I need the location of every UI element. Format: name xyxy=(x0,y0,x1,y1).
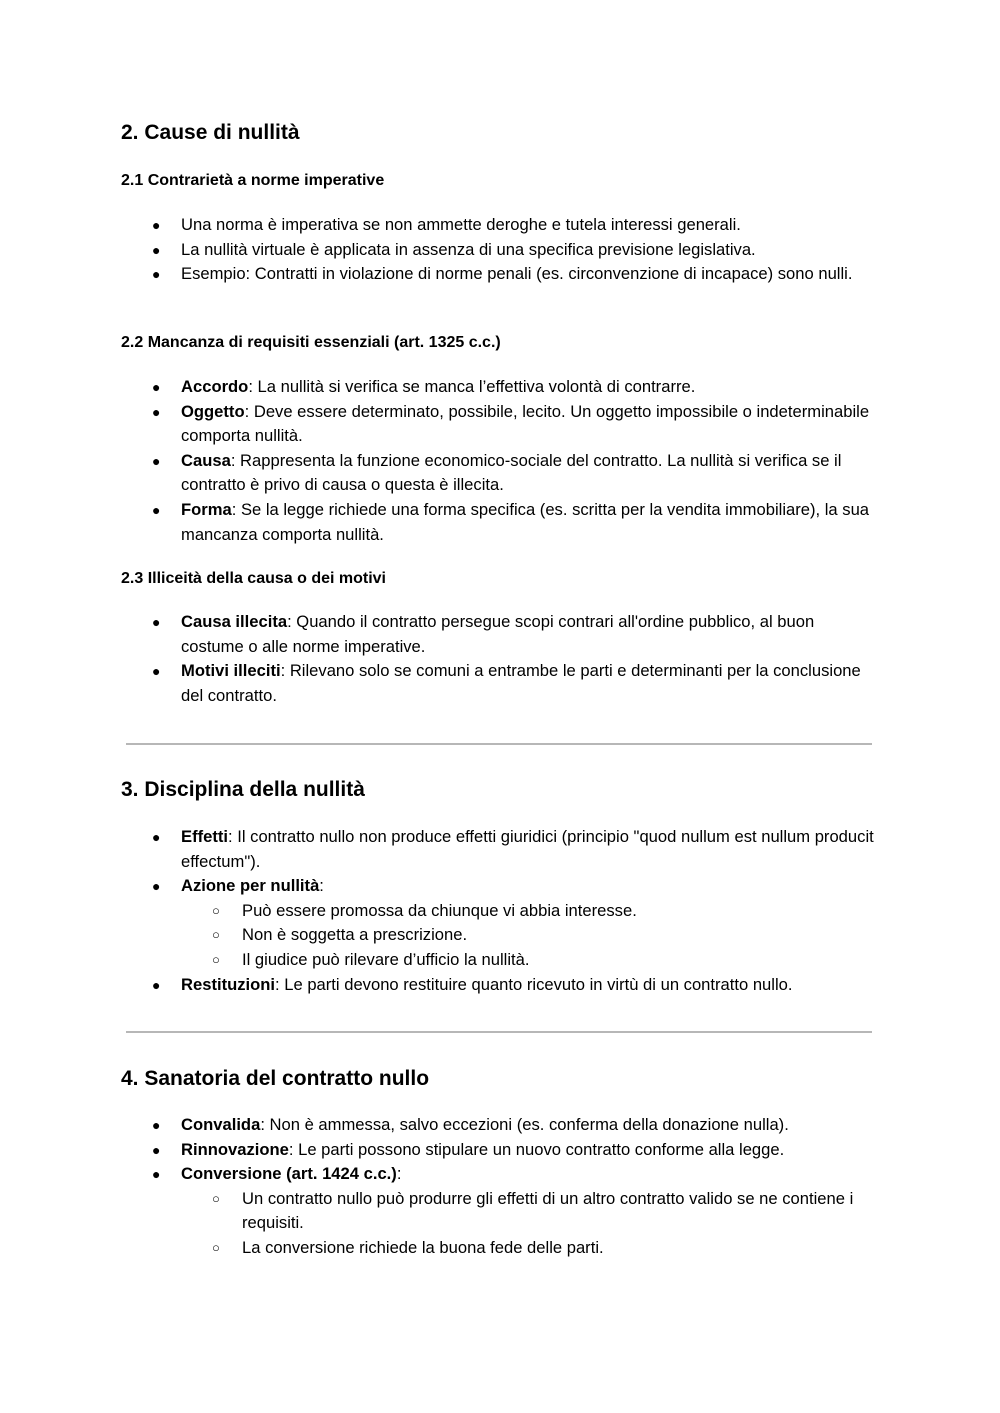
list-section-2-2 xyxy=(121,375,881,547)
list-term: Forma xyxy=(181,499,232,519)
bullet-icon: ● xyxy=(152,878,161,895)
heading-section-2-1: 2.1 Contrarietà a norme imperative xyxy=(121,172,385,189)
list-section-3 xyxy=(121,825,881,997)
list-item: ● Convalida: Non è ammessa, salvo eccezioni (es. conferma della donazione nulla). xyxy=(121,1113,881,1138)
list-item: ● Forma: Se la legge richiede una forma specifica (es. scritta per la vendita immobiliare), la sua mancanza comporta nullità. xyxy=(152,499,870,544)
list-term: Azione per nullità xyxy=(181,876,320,896)
bullet-icon: ● xyxy=(152,403,161,420)
section-divider xyxy=(126,1031,872,1033)
bullet-icon: ● xyxy=(152,829,161,845)
sub-list-item: ○ Il giudice può rilevare d’ufficio la nullità. xyxy=(121,948,881,973)
heading-section-2-2: 2.2 Mancanza di requisiti essenziali (art. 1325 c.c.) xyxy=(121,334,501,351)
list-section-4 xyxy=(121,1113,881,1261)
section-divider xyxy=(126,743,872,745)
list-term: Accordo xyxy=(181,377,249,396)
list-item: ● Causa illecita: Quando il contratto persegue scopi contrari all'ordine pubblico, al buon costume o alle norme imperative. xyxy=(152,612,815,656)
list-term: Oggetto xyxy=(181,401,245,421)
list-term: Causa xyxy=(181,450,231,470)
bullet-icon: ● xyxy=(152,1117,161,1133)
heading-section-4: 4. Sanatoria del contratto nullo xyxy=(121,1067,430,1090)
list-term: Effetti xyxy=(181,827,229,846)
list-term: Convalida xyxy=(181,1115,261,1134)
hollow-bullet-icon: ○ xyxy=(212,951,220,967)
sub-list-item: ○ Un contratto nullo può produrre gli effetti di un altro contratto valido se ne contiene i requisiti. xyxy=(212,1188,854,1233)
sub-list-item: ○ Non è soggetta a prescrizione. xyxy=(121,923,881,948)
sub-list-item: ○ Può essere promossa da chiunque vi abbia interesse. xyxy=(121,899,881,924)
bullet-icon: ● xyxy=(152,663,161,680)
list-section-2-1 xyxy=(121,213,881,287)
hollow-bullet-icon: ○ xyxy=(212,902,220,918)
bullet-icon: ● xyxy=(152,1141,161,1158)
hollow-bullet-icon: ○ xyxy=(212,1190,220,1206)
bullet-icon: ● xyxy=(152,452,161,469)
bullet-icon: ● xyxy=(152,614,161,630)
bullet-icon: ● xyxy=(152,241,161,258)
list-term: Motivi illeciti xyxy=(181,661,281,681)
list-term: Restituzioni xyxy=(181,974,276,994)
heading-section-3: 3. Disciplina della nullità xyxy=(121,778,365,801)
list-item: ● Esempio: Contratti in violazione di norme penali (es. circonvenzione di incapace) sono nulli. xyxy=(121,262,881,287)
list-item: ● Rinnovazione: Le parti possono stipulare un nuovo contratto conforme alla legge. xyxy=(121,1138,881,1163)
list-item: ● Causa: Rappresenta la funzione economico-sociale del contratto. La nullità si verifica se il contratto è privo di causa o questa è illecita. xyxy=(152,450,842,495)
list-item: ● Azione per nullità: xyxy=(121,874,881,899)
heading-section-2-3: 2.3 Illiceità della causa o dei motivi xyxy=(121,570,386,587)
heading-section-2: 2. Cause di nullità xyxy=(121,121,300,144)
bullet-icon: ● xyxy=(152,379,161,395)
list-term: Conversione (art. 1424 c.c.) xyxy=(181,1164,397,1184)
list-item: ● Oggetto: Deve essere determinato, possibile, lecito. Un oggetto impossibile o indeterminabile comporta nullità. xyxy=(152,401,870,446)
hollow-bullet-icon: ○ xyxy=(212,1239,220,1255)
list-item: ● Motivi illeciti: Rilevano solo se comuni a entrambe le parti e determinanti per la conclusione del contratto. xyxy=(152,661,861,705)
list-item: ● Restituzioni: Le parti devono restituire quanto ricevuto in virtù di un contratto nullo. xyxy=(121,973,881,998)
sub-list-item: ○ La conversione richiede la buona fede delle parti. xyxy=(121,1236,881,1261)
hollow-bullet-icon: ○ xyxy=(212,927,220,943)
bullet-icon: ● xyxy=(152,976,161,993)
list-item: ● Una norma è imperativa se non ammette deroghe e tutela interessi generali. xyxy=(121,213,881,238)
list-item: ● Conversione (art. 1424 c.c.): xyxy=(121,1162,881,1187)
list-term: Causa illecita xyxy=(181,612,288,631)
bullet-icon: ● xyxy=(152,1166,161,1183)
list-item: ● Effetti: Il contratto nullo non produce effetti giuridici (principio "quod nullum est nullum producit effectum"). xyxy=(152,827,874,871)
bullet-icon: ● xyxy=(152,266,161,283)
list-section-2-3 xyxy=(121,610,881,708)
bullet-icon: ● xyxy=(152,501,161,518)
bullet-icon: ● xyxy=(152,217,161,233)
list-term: Rinnovazione xyxy=(181,1139,289,1159)
list-item: ● Accordo: La nullità si verifica se manca l’effettiva volontà di contrarre. xyxy=(121,375,881,400)
list-item: ● La nullità virtuale è applicata in assenza di una specifica previsione legislativa. xyxy=(121,238,881,263)
